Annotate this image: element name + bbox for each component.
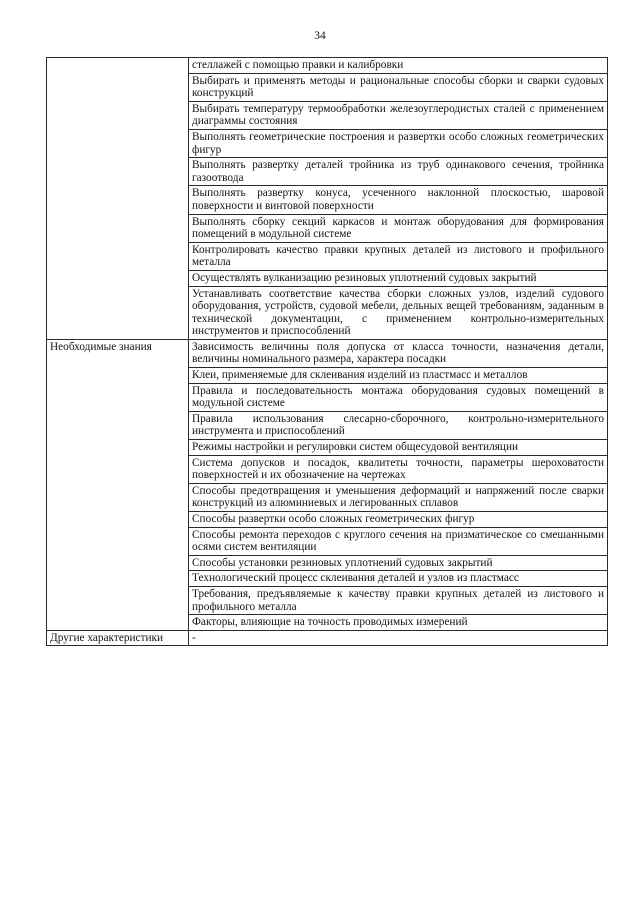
requirement-item-cell — [189, 571, 608, 587]
requirement-item-text: Выбирать и применять методы и рациональные способы сборки и сварки судовых конструкций — [192, 74, 604, 100]
page-number: 34 — [314, 30, 326, 42]
section-label-cell — [47, 58, 189, 340]
requirement-item-cell — [189, 242, 608, 270]
requirement-item-cell — [189, 586, 608, 614]
requirement-item-cell — [189, 186, 608, 214]
requirement-item-text: Выполнять развертку конуса, усеченного наклонной плоскостью, шаровой поверхности и винтовой поверхности — [192, 187, 604, 212]
requirement-item-text: Режимы настройки и регулировки систем общесудовой вентиляции — [192, 441, 519, 454]
requirement-item-cell — [189, 455, 608, 483]
requirement-item-cell — [189, 270, 608, 286]
requirement-item-text: Устанавливать соответствие качества сборки сложных узлов, изделий судового оборудования, устройств, судовой мебели, дельных вещей требованиям, заданным в технической документации, с применением контрольно-измерительных инструментов и приспособлений — [192, 287, 604, 338]
requirement-item-text: Система допусков и посадок, квалитеты точности, параметры шероховатости поверхностей и их обозначение на чертежах — [192, 456, 604, 482]
requirement-item-cell — [189, 555, 608, 571]
requirement-item-text: Факторы, влияющие на точность проводимых измерений — [192, 616, 468, 629]
requirement-item-text: Способы развертки особо сложных геометрических фигур — [192, 513, 475, 525]
section-label-cell — [47, 630, 189, 646]
requirement-item-text: Осуществлять вулканизацию резиновых уплотнений судовых закрытий — [192, 271, 537, 284]
requirement-item-text: Правила и последовательность монтажа оборудования судовых помещений в модульной системе — [192, 384, 604, 410]
requirement-item-cell — [189, 527, 608, 555]
requirement-item-text: Выбирать температуру термообработки железоуглеродистых сталей с применением диаграммы состояния — [192, 102, 604, 128]
requirement-item-cell — [189, 129, 608, 157]
requirement-item-text: стеллажей с помощью правки и калибровки — [192, 59, 404, 71]
table-row — [47, 58, 608, 74]
requirement-item-cell — [189, 615, 608, 631]
requirement-item-cell — [189, 368, 608, 384]
requirement-item-cell — [189, 411, 608, 439]
requirement-item-text: - — [192, 631, 196, 644]
requirement-item-text: Правила использования слесарно-сборочного, контрольно-измерительного инструмента и приспособлений — [192, 412, 604, 438]
requirement-item-cell — [189, 630, 608, 646]
requirement-item-text: Выполнять геометрические построения и развертки особо сложных геометрических фигур — [192, 130, 604, 156]
requirement-item-cell — [189, 158, 608, 186]
requirement-item-cell — [189, 383, 608, 411]
requirement-item-cell — [189, 101, 608, 129]
section-label-cell — [47, 339, 189, 630]
requirement-item-cell — [189, 286, 608, 339]
requirement-item-text: Клеи, применяемые для склеивания изделий из пластмасс и металлов — [192, 369, 528, 382]
requirement-item-cell — [189, 73, 608, 101]
requirement-item-text: Способы ремонта переходов с круглого сечения на призматическое со смешанными осями систем вентиляции — [192, 528, 604, 554]
section-label: Другие характеристики — [50, 631, 164, 644]
requirement-item-text: Технологический процесс склеивания деталей и узлов из пластмасс — [192, 572, 519, 585]
requirement-item-text: Выполнять сборку секций каркасов и монтаж оборудования для формирования помещений в модульной системе — [192, 215, 604, 241]
requirement-item-cell — [189, 339, 608, 367]
requirement-item-cell — [189, 512, 608, 528]
requirements-table — [46, 57, 608, 646]
requirement-item-text: Зависимость величины поля допуска от класса точности, назначения детали, величины номинального размера, характера посадки — [192, 340, 604, 366]
section-label: Необходимые знания — [50, 340, 152, 353]
requirement-item-cell — [189, 440, 608, 456]
table-row — [47, 339, 608, 367]
requirement-item-cell — [189, 58, 608, 74]
requirement-item-text: Способы предотвращения и уменьшения деформаций и напряжений после сварки конструкций из алюминиевых и легированных сплавов — [192, 484, 604, 510]
requirement-item-text: Требования, предъявляемые к качеству правки крупных деталей из листового и профильного металла — [192, 587, 604, 613]
requirement-item-text: Способы установки резиновых уплотнений судовых закрытий — [192, 556, 493, 569]
requirement-item-cell — [189, 483, 608, 511]
table-row — [47, 630, 608, 646]
requirement-item-text: Контролировать качество правки крупных деталей из листового и профильного металла — [192, 243, 604, 269]
requirement-item-cell — [189, 214, 608, 242]
requirement-item-text: Выполнять развертку деталей тройника из труб одинакового сечения, тройника газоотвода — [192, 159, 604, 184]
requirements-table-body — [47, 58, 608, 646]
